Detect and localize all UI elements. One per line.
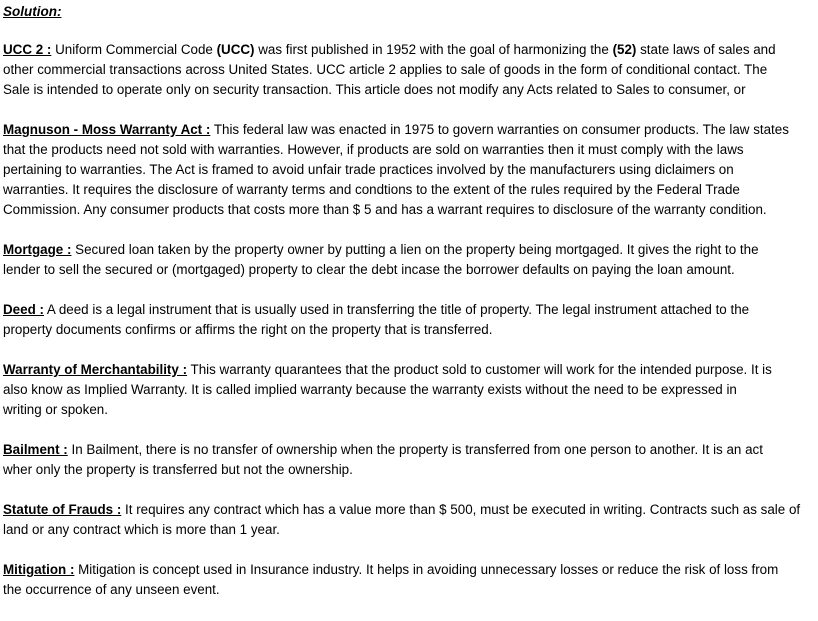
definition-text: lender to sell the secured or (mortgaged) property to clear the debt incase the borrower defaults on paying the loan amount.	[3, 262, 735, 277]
definition-text: Sale is intended to operate only on security transaction. This article does not modify any Acts related to Sales to consumer, or	[3, 82, 746, 97]
definition-text: wher only the property is transferred but not the ownership.	[3, 462, 353, 477]
definition-term: Statute of Frauds :	[3, 502, 122, 517]
definition-line	[3, 240, 815, 260]
definition-line	[3, 380, 815, 400]
definition-text: Uniform Commercial Code	[55, 42, 217, 57]
definition-term: Deed :	[3, 302, 44, 317]
definition-line	[3, 580, 815, 600]
definition-text: other commercial transactions across United States. UCC article 2 applies to sale of goods in the form of conditional contact. The	[3, 62, 768, 77]
definition-paragraph	[3, 440, 815, 480]
definition-line	[3, 400, 815, 420]
definition-paragraph	[3, 360, 815, 420]
definition-text: property documents confirms or affirms the right on the property that is transferred.	[3, 322, 493, 337]
definition-term: Warranty of Merchantability :	[3, 362, 188, 377]
definition-text: that the products need not sold with warranties. However, if products are sold on warranties then it must comply with the laws	[3, 142, 744, 157]
definition-text: This federal law was enacted in 1975 to govern warranties on consumer products. The law states	[213, 122, 789, 137]
definition-paragraph	[3, 40, 815, 100]
definition-term: Magnuson - Moss Warranty Act :	[3, 122, 211, 137]
definition-paragraph	[3, 120, 815, 220]
definition-line	[3, 360, 815, 380]
definition-text: Secured loan taken by the property owner by putting a lien on the property being mortgaged. It gives the right to the	[75, 242, 759, 257]
definition-term: UCC 2 :	[3, 42, 52, 57]
solution-heading: Solution:	[3, 4, 62, 19]
definition-term: Mortgage :	[3, 242, 72, 257]
definition-line	[3, 320, 815, 340]
definition-line	[3, 200, 815, 220]
definition-paragraph	[3, 500, 815, 540]
definition-text: land or any contract which is more than 1 year.	[3, 522, 280, 537]
definition-line	[3, 60, 815, 80]
definition-line	[3, 180, 815, 200]
definition-line	[3, 460, 815, 480]
definition-term: Mitigation :	[3, 562, 75, 577]
definition-text: This warranty quarantees that the product sold to customer will work for the intended purpose. It is	[190, 362, 772, 377]
definition-text: the occurrence of any unseen event.	[3, 582, 220, 597]
definition-text: A deed is a legal instrument that is usually used in transferring the title of property. The legal instrument attached to the	[46, 302, 750, 317]
definition-line	[3, 440, 815, 460]
definition-bold-text: (52)	[612, 42, 637, 57]
definition-text: In Bailment, there is no transfer of ownership when the property is transferred from one person to another. It is an act	[71, 442, 763, 457]
definition-line	[3, 520, 815, 540]
definition-line	[3, 500, 815, 520]
definition-text: Mitigation is concept used in Insurance industry. It helps in avoiding unnecessary losses or reduce the risk of loss from	[78, 562, 779, 577]
definition-text: also know as Implied Warranty. It is called implied warranty because the warranty exists without the need to be expressed in	[3, 382, 737, 397]
definition-text: It requires any contract which has a value more than $ 500, must be executed in writing. Contracts such as sale of	[125, 502, 801, 517]
definition-text: Commission. Any consumer products that costs more than $ 5 and has a warrant requires to disclosure of the warranty condition.	[3, 202, 767, 217]
definition-paragraph	[3, 300, 815, 340]
definition-paragraph	[3, 240, 815, 280]
definition-term: Bailment :	[3, 442, 68, 457]
definition-line	[3, 160, 815, 180]
definition-line	[3, 260, 815, 280]
definition-line	[3, 300, 815, 320]
definition-text: writing or spoken.	[3, 402, 108, 417]
definition-line	[3, 140, 815, 160]
definition-line	[3, 80, 815, 100]
definition-text: pertaining to warranties. The Act is framed to avoid unfair trade practices involved by the manufacturers using diclaimers on	[3, 162, 734, 177]
definition-text: state laws of sales and	[636, 42, 776, 57]
definition-paragraph	[3, 560, 815, 600]
definition-line	[3, 560, 815, 580]
definition-text: warranties. It requires the disclosure of warranty terms and condtions to the extent of the rules required by the Federal Trade	[3, 182, 740, 197]
definition-text: was first published in 1952 with the goal of harmonizing the	[254, 42, 613, 57]
definition-line	[3, 40, 815, 60]
definition-line	[3, 120, 815, 140]
definition-bold-text: (UCC)	[216, 42, 255, 57]
